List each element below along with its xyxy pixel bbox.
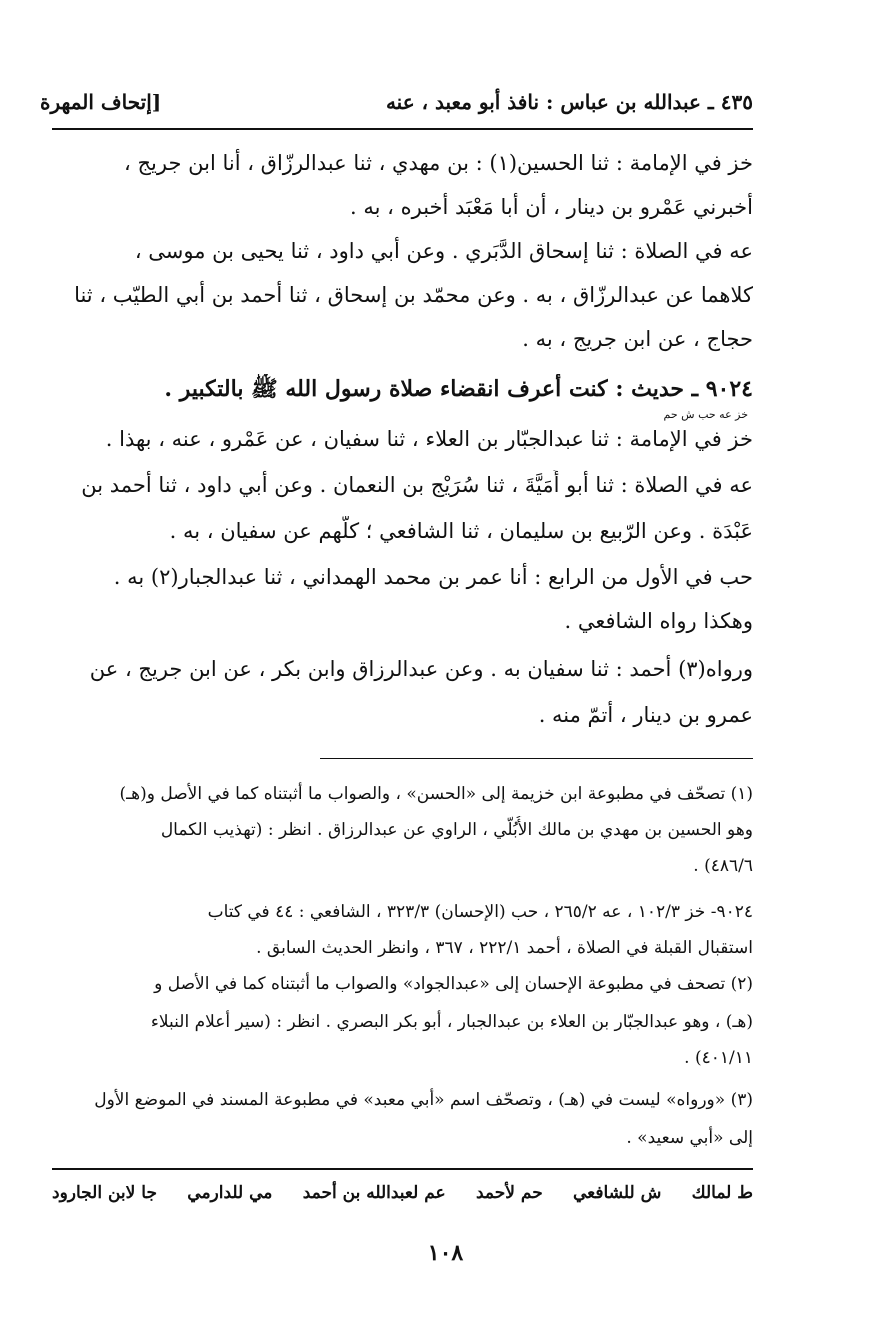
body-line: ورواه(٣) أحمد : ثنا سفيان به . وعن عبدالرزاق وابن بكر ، عن ابن جريج ، عن <box>89 657 753 681</box>
body-line: أخبرني عَمْرو بن دينار ، أن أبا مَعْبَد أخبره ، به . <box>350 195 753 219</box>
body-line: عه في الصلاة : ثنا أبو أُمَيَّةَ ، ثنا سُرَيْج بن النعمان . وعن أبي داود ، ثنا أحمد بن <box>81 473 753 497</box>
body-line: وهكذا رواه الشافعي . <box>564 609 753 633</box>
legend-item: مي للدارمي <box>187 1183 273 1203</box>
footnote-line: (٣) «ورواه» ليست في (هـ) ، وتصحّف اسم «أبي معبد» في مطبوعة المسند في الموضع الأول <box>94 1090 753 1110</box>
footnote-line: (٢) تصحف في مطبوعة الإحسان إلى «عبدالجواد» والصواب ما أثبتناه كما في الأصل و <box>154 974 753 994</box>
footnote-line: إلى «أبي سعيد» . <box>626 1128 753 1148</box>
footnote-line: (هـ) ، وهو عبدالجبّار بن العلاء بن عبدالجبار ، أبو بكر البصري . انظر : (سير أعلام النبلاء <box>150 1012 753 1032</box>
footnote-line: (١) تصحّف في مطبوعة ابن خزيمة إلى «الحسن» ، والصواب ما أثبتناه كما في الأصل و(هـ) <box>119 784 753 804</box>
body-line: خز في الإمامة : ثنا عبدالجبّار بن العلاء ، ثنا سفيان ، عن عَمْرو ، عنه ، بهذا . <box>105 427 753 451</box>
legend-rule <box>52 1168 753 1170</box>
footnote-line: استقبال القبلة في الصلاة ، أحمد ٢٢٢/١ ، ٣٦٧ ، وانظر الحديث السابق . <box>256 938 753 958</box>
legend-item: ط لمالك <box>691 1183 753 1203</box>
body-line: كلاهما عن عبدالرزّاق ، به . وعن محمّد بن إسحاق ، ثنا أحمد بن أبي الطيّب ، ثنا <box>74 283 753 307</box>
footnote-line: ٩٠٢٤- خز ١٠٢/٣ ، عه ٢٦٥/٢ ، حب (الإحسان) ٣٢٣/٣ ، الشافعي : ٤٤ في كتاب <box>207 902 753 922</box>
header-title: ٤٣٥ ـ عبدالله بن عباس : نافذ أبو معبد ، عنه <box>385 90 753 114</box>
footnote-line: وهو الحسين بن مهدي بن مالك الأُبُلّي ، الراوي عن عبدالرزاق . انظر : (تهذيب الكمال <box>160 820 753 840</box>
hadith-title: ٩٠٢٤ ـ حديث : كنت أعرف انقضاء صلاة رسول الله ﷺ بالتكبير . <box>164 376 753 402</box>
legend-item: عم لعبدالله بن أحمد <box>302 1183 446 1203</box>
footnote-rule <box>320 758 753 759</box>
page-number: ١٠٨ <box>427 1240 464 1266</box>
footnote-line: ٤٨٦/٦) . <box>693 856 753 876</box>
header-book: [إتحاف المهرة <box>40 90 162 114</box>
abbreviation-legend <box>52 1183 753 1203</box>
body-line: عَبْدَة . وعن الرّبيع بن سليمان ، ثنا الشافعي ؛ كلّهم عن سفيان ، به . <box>169 519 753 543</box>
legend-item: حم لأحمد <box>476 1183 543 1203</box>
running-header <box>40 84 753 120</box>
legend-item: ش للشافعي <box>573 1183 662 1203</box>
legend-item: جا لابن الجارود <box>52 1183 157 1203</box>
body-line: خز في الإمامة : ثنا الحسين(١) : بن مهدي ، ثنا عبدالرزّاق ، أنا ابن جريج ، <box>124 151 753 175</box>
footnote-line: ٤٠١/١١) . <box>684 1048 753 1068</box>
header-rule <box>52 128 753 130</box>
sigla-label: خز عه حب ش حم <box>663 408 748 421</box>
body-line: عمرو بن دينار ، أتمّ منه . <box>538 703 753 727</box>
body-line: حجاج ، عن ابن جريج ، به . <box>522 327 753 351</box>
body-line: حب في الأول من الرابع : أنا عمر بن محمد الهمداني ، ثنا عبدالجبار(٢) به . <box>113 565 753 589</box>
body-line: عه في الصلاة : ثنا إسحاق الدَّبَري . وعن أبي داود ، ثنا يحيى بن موسى ، <box>134 239 753 263</box>
